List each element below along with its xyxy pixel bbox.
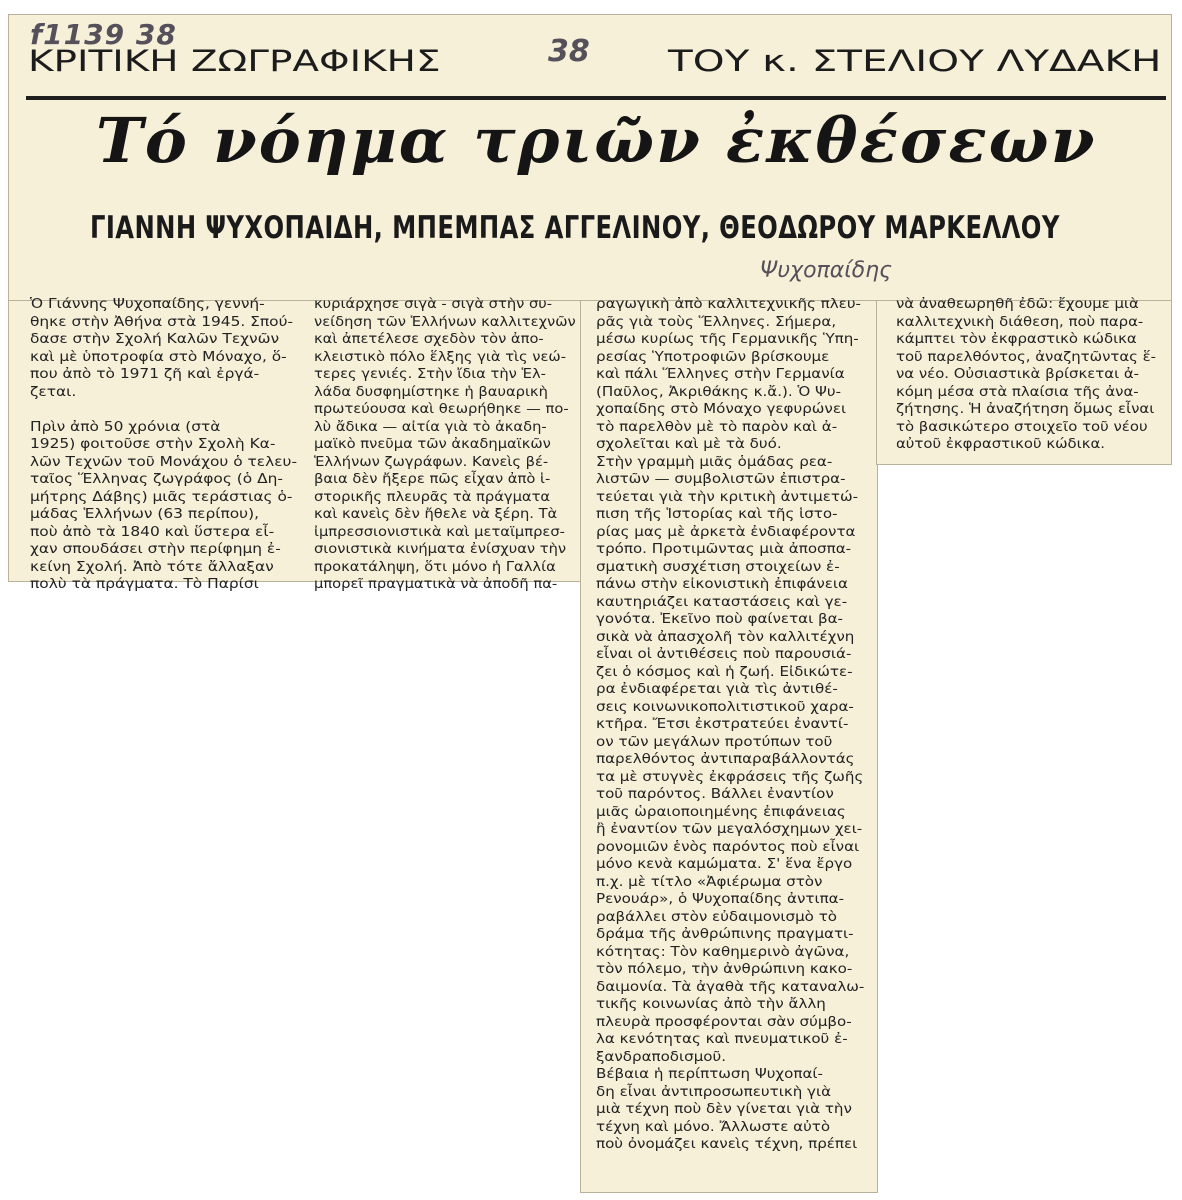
article-column-4	[896, 296, 1157, 454]
article-text-line: καλλιτεχνικὴ διάθεση, ποὺ παρα-	[896, 314, 1144, 330]
article-text-line: γονότα. Ἐκεῖνο ποὺ φαίνεται βα-	[596, 612, 844, 627]
article-text-line: ταῖος Ἕλληνας ζωγράφος (ὁ Δη-	[30, 472, 283, 487]
article-column-1	[30, 296, 298, 594]
article-text-line: ραβάλλει στὸν εὐδαιμονισμὸ τὸ	[596, 909, 838, 925]
article-text-line: μαϊκὸ πνεῦμα τῶν ἀκαδημαϊκῶν	[314, 437, 551, 452]
article-text-line: τὸ παρελθὸν μὲ τὸ παρὸν καὶ ἀ-	[596, 419, 838, 435]
article-text-line: βαια δὲν ἤξερε πῶς εἶχαν ἀπὸ ἱ-	[314, 472, 551, 487]
article-text-line: τὸν πόλεμο, τὴν ἀνθρώπινη κακο-	[596, 962, 853, 977]
article-text-line: 1925) φοιτοῦσε στὴν Σχολὴ Κα-	[30, 437, 276, 452]
article-text-line: δη εἶναι ἀντιπροσωπευτικὴ γιὰ	[596, 1084, 832, 1100]
article-text-line: πιση τῆς Ἱστορίας καὶ τῆς ἱστο-	[596, 507, 838, 522]
article-text-line: Ἑλλήνων ζωγράφων. Κανεὶς βέ-	[314, 454, 549, 470]
article-text-line: προκατάληψη, ὅτι μόνο ἡ Γαλλία	[314, 559, 556, 575]
article-text-line: κτῆρα. Ἔτσι ἐκστρατεύει ἐναντί-	[596, 717, 849, 732]
article-text-line: σεις κοινωνικοπολιτιστικοῦ χαρα-	[596, 699, 854, 715]
article-text-line: ραγωγικὴ ἀπὸ καλλιτεχνικῆς πλευ-	[596, 297, 862, 312]
article-text-line: τικῆς κοινωνίας ἀπὸ τὴν ἄλλη	[596, 997, 826, 1012]
article-text-line: χαν σπουδάσει στὴν περίφημη ἐ-	[30, 542, 281, 557]
article-text-line: εἶναι οἱ ἀντιθέσεις ποὺ παρουσιά-	[596, 647, 852, 662]
paragraph-gap	[30, 401, 262, 419]
article-text-line: τερες γενιές. Στὴν ἴδια τὴν Ἑλ-	[314, 367, 546, 382]
article-text-line: χοπαίδης στὸ Μόναχο γεφυρώνει	[596, 402, 847, 417]
article-text-line: Στὴν γραμμὴ μιᾶς ὁμάδας ρεα-	[596, 454, 833, 470]
article-text-line: καὶ μὲ ὑποτροφία στὸ Μόναχο, ὅ-	[30, 349, 287, 365]
article-text-line: τοῦ παρελθόντος, ἀναζητῶντας ἕ-	[896, 349, 1157, 365]
article-text-line: κότητας: Τὸν καθημερινὸ ἀγῶνα,	[596, 944, 850, 960]
article-text-line: σματικὴ συσχέτιση στοιχείων ἐ-	[596, 559, 840, 575]
article-text-line: πολὺ τὰ πράγματα. Τὸ Παρίσι	[30, 577, 259, 592]
article-text-line: τὸ βασικώτερο στοιχεῖο τοῦ νέου	[896, 419, 1148, 435]
article-text-line: μέσω κυρίως τῆς Γερμανικῆς Ὑπη-	[596, 332, 859, 347]
article-text-line: στορικῆς πλευρᾶς τὰ πράγματα	[314, 489, 551, 505]
handwritten-name-annotation: Ψυχοπαίδης	[760, 258, 893, 283]
article-text-line: ρᾶς γιὰ τοὺς Ἕλληνες. Σήμερα,	[596, 314, 837, 330]
article-text-line: λα κενότητας καὶ πνευματικοῦ ἐ-	[596, 1032, 848, 1047]
article-text-line: κυριάρχησε σιγὰ - σιγὰ στὴν συ-	[314, 297, 553, 312]
article-text-line: πάνω στὴν εἰκονιστικὴ ἐπιφάνεια	[596, 577, 848, 592]
article-text-line: ποὺ ἀπὸ τὰ 1840 καὶ ὕστερα εἶ-	[30, 524, 275, 540]
article-text-line: (Παῦλος, Ἀκριθάκης κ.ἄ.). Ὁ Ψυ-	[596, 384, 842, 400]
article-column-2	[314, 296, 576, 594]
article-text-line: δασε στὴν Σχολή Καλῶν Τεχνῶν	[30, 332, 280, 347]
article-text-line: ἢ ἐναντίον τῶν μεγαλόσχημων χει-	[596, 822, 863, 837]
article-text-line: μιᾶς ὡραιοποιημένης ἐπιφάνειας	[596, 804, 846, 820]
article-text-line: κείνη Σχολή. Ἀπὸ τότε ἄλλαξαν	[30, 559, 274, 575]
article-text-line: παρελθόντος ἀντιπαραβάλλοντάς	[596, 752, 855, 767]
article-text-line: καὶ ἀπετέλεσε σχεδὸν τὸν ἀπο-	[314, 332, 544, 347]
article-text-line: κάμπτει τὸν ἐκφραστικὸ κώδικα	[896, 332, 1137, 347]
article-text-line: τρόπο. Προτιμῶντας μιὰ ἀποσπα-	[596, 542, 852, 557]
article-text-line: να νέο. Οὐσιαστικὰ βρίσκεται ἀ-	[896, 367, 1140, 382]
article-column-3	[596, 296, 865, 1154]
article-text-line: που ἀπὸ τὸ 1971 ζῆ καὶ ἐργά-	[30, 367, 260, 382]
article-text-line: ποὺ ὀνομάζει κανεὶς τέχνη, πρέπει	[596, 1137, 858, 1152]
rubric-divider	[26, 96, 1166, 100]
article-subheadline: ΓΙΑΝΝΗ ΨΥΧΟΠΑΙΔΗ, ΜΠΕΜΠΑΣ ΑΓΓΕΛΙΝΟΥ, ΘΕΟΔΩΡΟΥ ΜΑΡΚΕΛΛΟΥ	[90, 210, 1060, 246]
article-text-line: καυτηριάζει καταστάσεις καὶ γε-	[596, 594, 848, 610]
article-text-line: σιονιστικὰ κινήματα ἐνίσχυαν τὴν	[314, 542, 567, 557]
author-byline: ΤΟΥ κ. ΣΤΕΛΙΟΥ ΛΥΔΑΚΗ	[668, 44, 1162, 78]
article-text-line: ζήτησης. Ἡ ἀναζήτηση ὅμως εἶναι	[896, 402, 1155, 417]
article-text-line: πλευρὰ προσφέρονται σὰν σύμβο-	[596, 1014, 852, 1030]
article-text-line: ζει ὁ κόσμος καὶ ἡ ζωή. Εἰδικώτε-	[596, 664, 853, 680]
article-text-line: μάδας Ἑλλήνων (63 περίπου),	[30, 507, 259, 522]
article-text-line: ρεσίας Ὑποτροφιῶν βρίσκουμε	[596, 349, 830, 365]
article-text-line: τοῦ παρόντος. Βάλλει ἐναντίον	[596, 787, 834, 802]
article-text-line: πρωτεύουσα καὶ θεωρήθηκε — πο-	[314, 402, 569, 417]
article-text-line: λάδα δυσφημίστηκε ἡ βαυαρικὴ	[314, 384, 548, 400]
article-text-line: Βέβαια ἡ περίπτωση Ψυχοπαί-	[596, 1067, 823, 1082]
article-text-line: νείδηση τῶν Ἑλλήνων καλλιτεχνῶν	[314, 314, 576, 330]
article-text-line: θηκε στὴν Ἀθήνα στὰ 1945. Σπού-	[30, 314, 294, 330]
article-text-line: Ρενουάρ», ὁ Ψυχοπαίδης ἀντιπα-	[596, 892, 845, 907]
page-number-annotation: 38	[548, 34, 590, 69]
article-text-line: μήτρης Δάβης) μιᾶς τεράστιας ὁ-	[30, 489, 293, 505]
article-text-line: ον τῶν μεγάλων προτύπων τοῦ	[596, 734, 833, 750]
article-text-line: κλειστικὸ πόλο ἕλξης γιὰ τὶς νεώ-	[314, 349, 567, 365]
article-text-line: ρα ἐνδιαφέρεται γιὰ τὶς ἀντιθέ-	[596, 682, 838, 697]
article-text-line: Ὁ Γιάννης Ψυχοπαίδης, γεννή-	[30, 297, 265, 312]
article-text-line: τεύεται γιὰ τὴν κριτικὴ ἀντιμετώ-	[596, 489, 859, 505]
article-text-line: ζεται.	[30, 384, 77, 400]
article-text-line: λὺ ἄδικα — αἰτία γιὰ τὸ ἀκαδη-	[314, 419, 547, 435]
section-rubric: ΚΡΙΤΙΚΗ ΖΩΓΡΑΦΙΚΗΣ	[28, 44, 441, 78]
article-text-line: ρίας μας μὲ ἀρκετὰ ἐνδιαφέροντα	[596, 524, 856, 540]
article-text-line: καὶ κανεὶς δὲν ἤθελε νὰ ξέρη. Τὰ	[314, 507, 558, 522]
article-text-line: ξανδραποδισμοῦ.	[596, 1049, 727, 1065]
article-text-line: τα μὲ στυγνὲς ἐκφράσεις τῆς ζωῆς	[596, 769, 864, 785]
article-text-line: σχολεῖται καὶ μὲ τὰ δυό.	[596, 437, 782, 452]
article-text-line: ρονομιῶν ἑνὸς παρόντος ποὺ εἶναι	[596, 839, 860, 855]
article-text-line: δαιμονία. Τὰ ἀγαθὰ τῆς καταναλω-	[596, 979, 865, 995]
article-text-line: τέχνη καὶ μόνο. Ἄλλωστε αὐτὸ	[596, 1119, 831, 1135]
article-text-line: κόμη μέσα στὰ πλαίσια τῆς ἀνα-	[896, 384, 1139, 400]
article-text-line: μιὰ τέχνη ποὺ δὲν γίνεται γιὰ τὴν	[596, 1102, 852, 1117]
article-text-line: Πρὶν ἀπὸ 50 χρόνια (στὰ	[30, 419, 221, 435]
article-text-line: αὐτοῦ ἐκφραστικοῦ κώδικα.	[896, 437, 1106, 452]
article-text-line: λιστῶν — συμβολιστῶν ἐπιστρα-	[596, 472, 846, 487]
article-text-line: ἰμπρεσσιονιστικὰ καὶ μεταϊμπρεσ-	[314, 524, 565, 540]
article-text-line: λῶν Τεχνῶν τοῦ Μονάχου ὁ τελευ-	[30, 454, 298, 470]
article-text-line: καὶ πάλι Ἕλληνες στὴν Γερμανία	[596, 367, 845, 382]
archive-number-annotation: f1139 38	[30, 18, 177, 51]
article-text-line: νὰ ἀναθεωρηθῆ ἐδῶ: ἔχουμε μιὰ	[896, 297, 1139, 312]
article-text-line: μπορεῖ πραγματικὰ νὰ ἀποδῆ πα-	[314, 577, 558, 592]
article-text-line: δράμα τῆς ἀνθρώπινης πραγματι-	[596, 927, 854, 942]
article-text-line: μόνο κενὰ καμώματα. Σ' ἕνα ἔργο	[596, 857, 853, 872]
article-text-line: π.χ. μὲ τίτλο «Ἀφιέρωμα στὸν	[596, 874, 823, 890]
article-text-line: σικὰ νὰ ἀπασχολῆ τὸν καλλιτέχνη	[596, 629, 855, 645]
article-headline: Τό νόημα τριῶν ἐκθέσεων	[96, 104, 1097, 177]
